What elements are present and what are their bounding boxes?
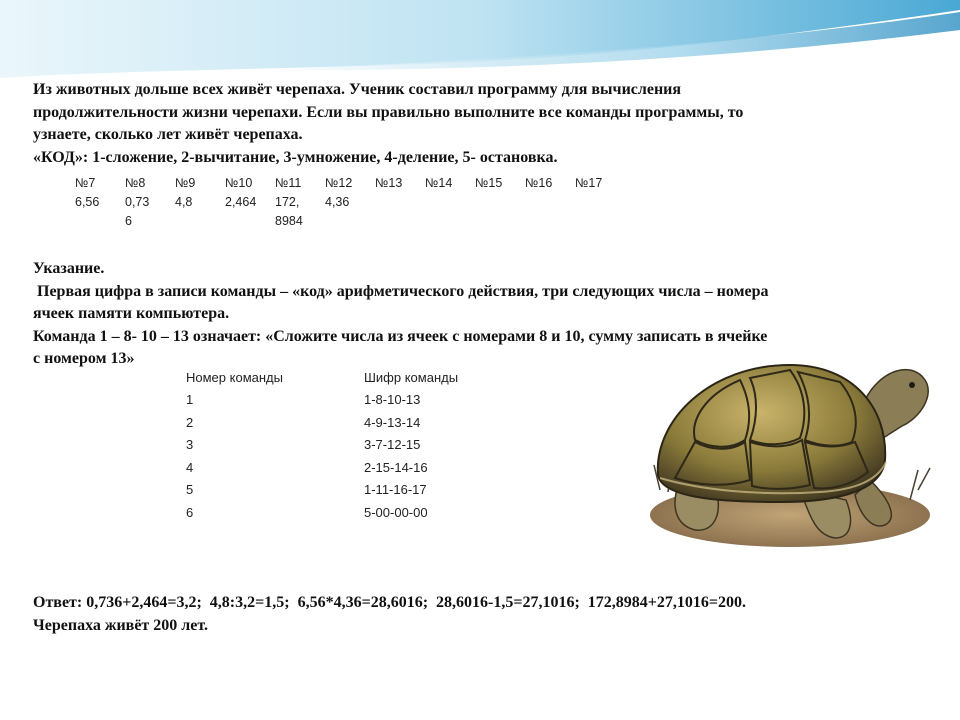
table-row: [186, 501, 458, 524]
hint-line-3: Команда 1 – 8- 10 – 13 означает: «Сложите числа из ячеек с номерами 8 и 10, сумму записать в ячейке: [33, 327, 768, 345]
cell-value: 172, 8984: [275, 195, 303, 228]
cell-value: 2,464: [225, 195, 257, 209]
cell-header: №14: [425, 176, 453, 190]
answer-conclusion: Черепаха живёт 200 лет.: [33, 616, 209, 634]
memory-cells-table: [75, 173, 625, 231]
cell-value: [575, 193, 625, 231]
hint-line-1: Первая цифра в записи команды – «код» арифметического действия, три следующих числа – номера: [33, 282, 769, 300]
answer-block: [33, 592, 933, 637]
table-row: [186, 479, 458, 502]
table-row: [186, 389, 458, 412]
cell-header: №17: [575, 176, 603, 190]
cell-value: [375, 193, 425, 231]
header-command-number: Номер команды: [186, 369, 283, 385]
command-number: 3: [186, 437, 194, 453]
table-row: [186, 411, 458, 434]
command-code: 2-15-14-16: [364, 459, 428, 475]
cell-header: №7: [75, 176, 96, 190]
cell-value: [475, 193, 525, 231]
intro-text: [33, 79, 913, 169]
cell-header: №15: [475, 176, 503, 190]
cell-value: 0,73 6: [125, 195, 150, 228]
commands-table: [186, 366, 458, 524]
command-code: 3-7-12-15: [364, 437, 421, 453]
cell-header: №10: [225, 176, 253, 190]
commands-header-row: [186, 366, 458, 389]
table-row: [186, 434, 458, 457]
turtle-illustration: [640, 340, 940, 560]
command-number: 2: [186, 414, 194, 430]
table-row: [186, 456, 458, 479]
command-code: 1-8-10-13: [364, 392, 421, 408]
command-number: 4: [186, 459, 194, 475]
command-number: 1: [186, 392, 194, 408]
command-number: 5: [186, 482, 194, 498]
cell-value: [425, 193, 475, 231]
command-code: 4-9-13-14: [364, 414, 421, 430]
command-number: 6: [186, 504, 194, 520]
cell-header: №11: [275, 176, 302, 190]
cell-header: №12: [325, 176, 353, 190]
hint-title: Указание.: [33, 260, 105, 277]
hint-line-4: с номером 13»: [33, 350, 135, 367]
memory-cells-value-row: [75, 193, 625, 231]
intro-line-2: продолжительности жизни черепахи. Если вы правильно выполните все команды программы, то: [33, 103, 744, 121]
intro-line-3: узнаете, сколько лет живёт черепаха.: [33, 126, 303, 143]
memory-cells-header-row: [75, 173, 625, 193]
cell-header: №16: [525, 176, 553, 190]
header-command-code: Шифр команды: [364, 369, 459, 385]
command-code: 1-11-16-17: [364, 482, 427, 498]
cell-header: №9: [175, 176, 196, 190]
wave-header-decoration: [0, 0, 960, 90]
cell-value: 4,36: [325, 195, 350, 209]
command-code: 5-00-00-00: [364, 504, 428, 520]
intro-line-1: Из животных дольше всех живёт черепаха. Ученик составил программу для вычисления: [33, 81, 682, 98]
answer-line: Ответ: 0,736+2,464=3,2; 4,8:3,2=1,5; 6,56*4,36=28,6016; 28,6016-1,5=27,1016; 172,8984+27,1016=200.: [33, 594, 747, 611]
cell-value: 6,56: [75, 195, 100, 209]
cell-value: [525, 193, 575, 231]
hint-line-2: ячеек памяти компьютера.: [33, 305, 230, 322]
code-legend: «КОД»: 1-сложение, 2-вычитание, 3-умножение, 4-деление, 5- остановка.: [33, 148, 558, 166]
cell-header: №8: [125, 176, 146, 190]
cell-value: 4,8: [175, 195, 193, 209]
cell-header: №13: [375, 176, 403, 190]
